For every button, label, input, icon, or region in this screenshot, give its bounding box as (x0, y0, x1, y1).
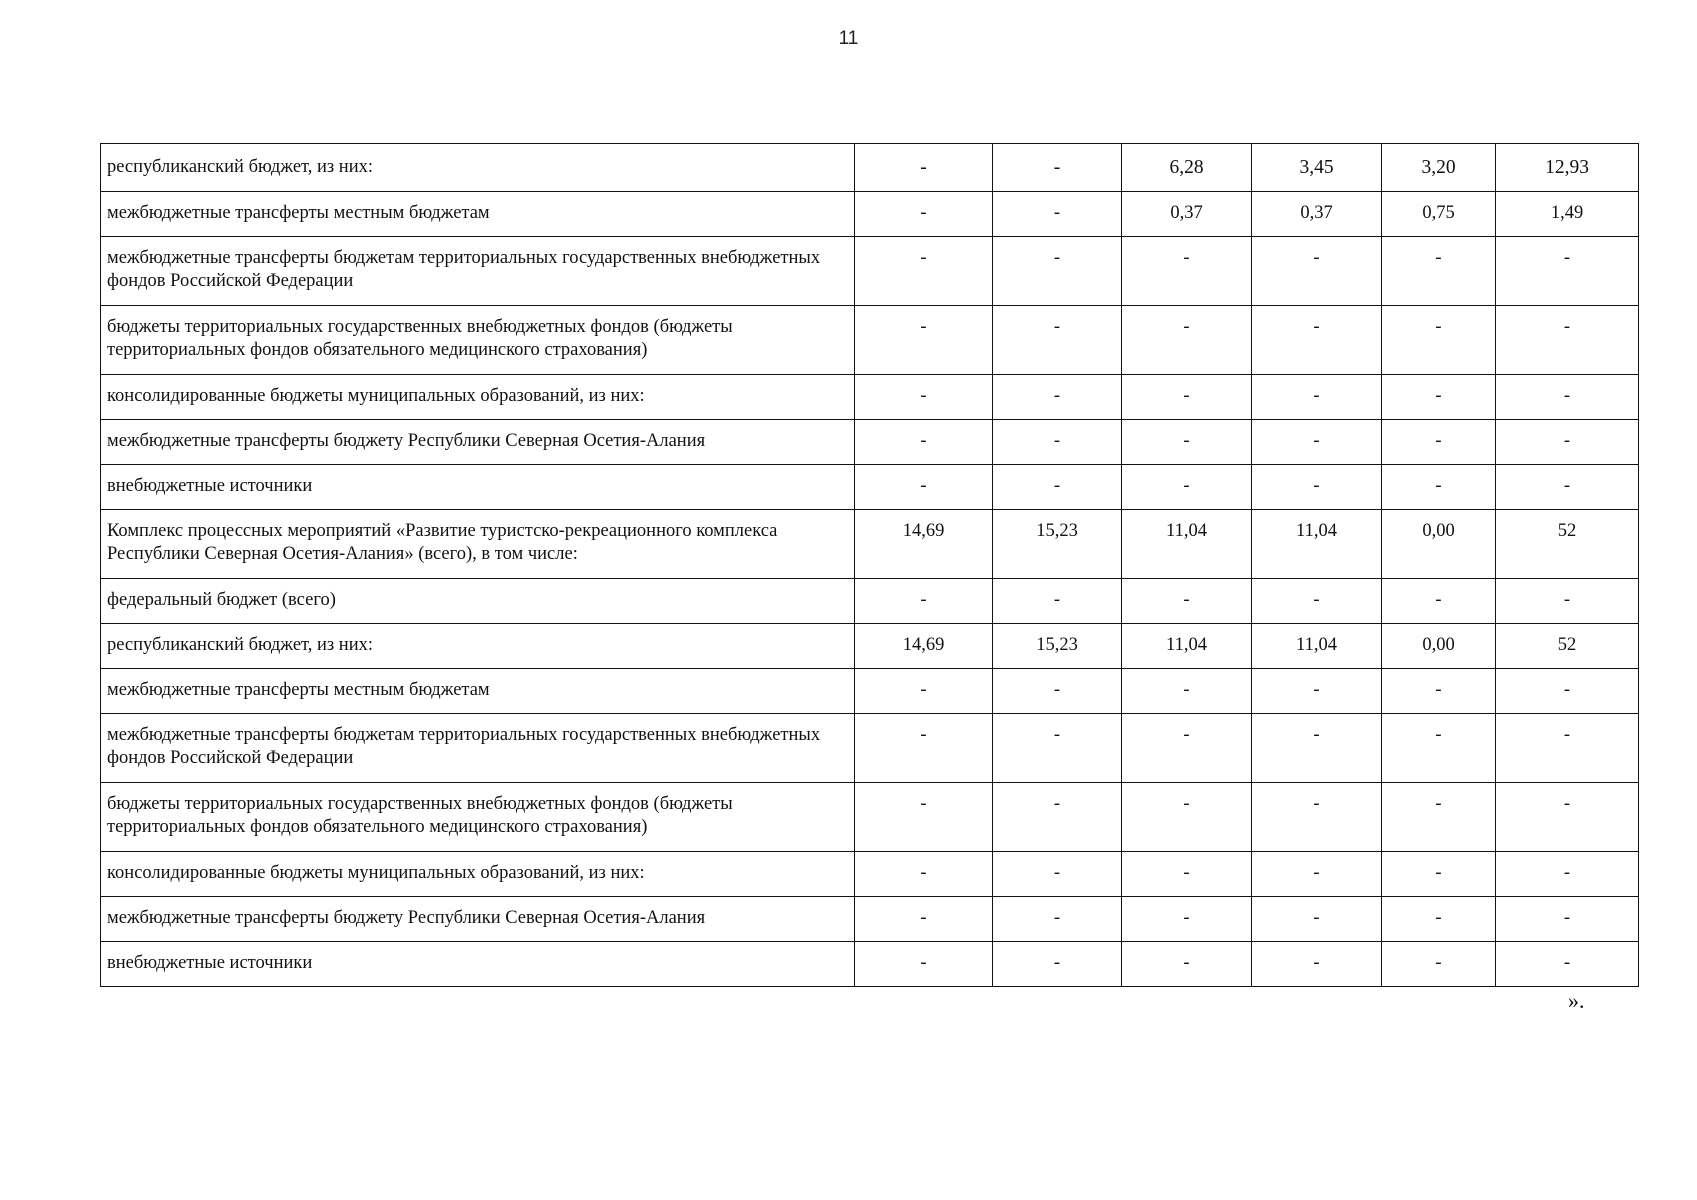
cell-value: - (855, 420, 993, 465)
row-label: межбюджетные трансферты бюджетам территориальных государственных внебюджетных фондов Российской Федерации (101, 714, 855, 783)
cell-value: - (1496, 783, 1639, 852)
cell-value: - (1252, 714, 1382, 783)
cell-value: 0,75 (1382, 192, 1496, 237)
cell-value: - (855, 375, 993, 420)
cell-value: - (1496, 420, 1639, 465)
cell-value: - (1496, 579, 1639, 624)
cell-value: - (993, 669, 1122, 714)
row-label: федеральный бюджет (всего) (101, 579, 855, 624)
cell-value: 12,93 (1496, 144, 1639, 192)
cell-value: - (1496, 897, 1639, 942)
cell-value: 11,04 (1122, 624, 1252, 669)
cell-value: - (1122, 942, 1252, 987)
cell-value: - (993, 897, 1122, 942)
cell-value: - (993, 783, 1122, 852)
cell-value: - (1496, 237, 1639, 306)
cell-value: - (855, 783, 993, 852)
cell-value: - (855, 144, 993, 192)
cell-value: - (993, 579, 1122, 624)
cell-value: 0,37 (1122, 192, 1252, 237)
cell-value: 11,04 (1252, 624, 1382, 669)
cell-value: 15,23 (993, 624, 1122, 669)
cell-value: - (1382, 714, 1496, 783)
cell-value: - (1122, 420, 1252, 465)
cell-value: - (1382, 420, 1496, 465)
cell-value: - (993, 852, 1122, 897)
table-row (101, 306, 1639, 375)
page-number: 11 (838, 28, 859, 49)
cell-value: - (1252, 897, 1382, 942)
cell-value: - (1382, 669, 1496, 714)
table-row (101, 897, 1639, 942)
cell-value: - (1252, 942, 1382, 987)
cell-value: - (1382, 942, 1496, 987)
cell-value: - (1382, 375, 1496, 420)
cell-value: - (855, 714, 993, 783)
cell-value: - (855, 942, 993, 987)
cell-value: 0,37 (1252, 192, 1382, 237)
cell-value: - (855, 465, 993, 510)
row-label: консолидированные бюджеты муниципальных образований, из них: (101, 375, 855, 420)
cell-value: - (1496, 669, 1639, 714)
table-row (101, 375, 1639, 420)
row-label: внебюджетные источники (101, 465, 855, 510)
cell-value: - (855, 897, 993, 942)
cell-value: 52 (1496, 510, 1639, 579)
table-body (101, 144, 1639, 987)
cell-value: - (1252, 852, 1382, 897)
table-row (101, 624, 1639, 669)
cell-value: - (993, 465, 1122, 510)
cell-value: - (1252, 669, 1382, 714)
cell-value: - (993, 306, 1122, 375)
cell-value: - (1122, 783, 1252, 852)
cell-value: - (1252, 465, 1382, 510)
cell-value: - (1252, 237, 1382, 306)
row-label: республиканский бюджет, из них: (101, 624, 855, 669)
cell-value: - (855, 192, 993, 237)
cell-value: - (993, 192, 1122, 237)
cell-value: - (1382, 783, 1496, 852)
row-label: межбюджетные трансферты местным бюджетам (101, 192, 855, 237)
table-row (101, 714, 1639, 783)
row-label: межбюджетные трансферты бюджетам территориальных государственных внебюджетных фондов Российской Федерации (101, 237, 855, 306)
row-label: бюджеты территориальных государственных внебюджетных фондов (бюджеты территориальных фондов обязательного медицинского страхования) (101, 783, 855, 852)
table-row (101, 144, 1639, 192)
cell-value: 15,23 (993, 510, 1122, 579)
cell-value: - (993, 714, 1122, 783)
cell-value: - (1252, 375, 1382, 420)
cell-value: - (1122, 852, 1252, 897)
row-label: Комплекс процессных мероприятий «Развитие туристско-рекреационного комплекса Республики Северная Осетия-Алания» (всего), в том числе: (101, 510, 855, 579)
cell-value: - (1252, 420, 1382, 465)
cell-value: - (1382, 852, 1496, 897)
cell-value: - (993, 375, 1122, 420)
cell-value: 11,04 (1122, 510, 1252, 579)
cell-value: 14,69 (855, 624, 993, 669)
cell-value: - (1382, 237, 1496, 306)
cell-value: - (1496, 942, 1639, 987)
table-row (101, 465, 1639, 510)
cell-value: - (855, 669, 993, 714)
cell-value: - (1382, 465, 1496, 510)
table-row (101, 237, 1639, 306)
cell-value: 3,20 (1382, 144, 1496, 192)
row-label: республиканский бюджет, из них: (101, 144, 855, 192)
budget-table (100, 143, 1639, 987)
table-row (101, 942, 1639, 987)
table-row (101, 783, 1639, 852)
table-row (101, 579, 1639, 624)
cell-value: - (855, 852, 993, 897)
cell-value: - (1496, 852, 1639, 897)
cell-value: - (1252, 783, 1382, 852)
row-label: межбюджетные трансферты местным бюджетам (101, 669, 855, 714)
cell-value: 14,69 (855, 510, 993, 579)
cell-value: 11,04 (1252, 510, 1382, 579)
row-label: внебюджетные источники (101, 942, 855, 987)
cell-value: - (1252, 306, 1382, 375)
cell-value: - (1496, 375, 1639, 420)
cell-value: 6,28 (1122, 144, 1252, 192)
cell-value: - (1496, 714, 1639, 783)
cell-value: 0,00 (1382, 510, 1496, 579)
cell-value: - (855, 306, 993, 375)
cell-value: - (855, 579, 993, 624)
cell-value: - (993, 144, 1122, 192)
cell-value: - (1122, 375, 1252, 420)
cell-value: - (993, 420, 1122, 465)
cell-value: - (1122, 465, 1252, 510)
cell-value: - (1496, 306, 1639, 375)
cell-value: - (1122, 237, 1252, 306)
cell-value: - (1122, 897, 1252, 942)
row-label: межбюджетные трансферты бюджету Республики Северная Осетия-Алания (101, 897, 855, 942)
cell-value: - (1122, 306, 1252, 375)
table-row (101, 852, 1639, 897)
cell-value: 1,49 (1496, 192, 1639, 237)
cell-value: 0,00 (1382, 624, 1496, 669)
cell-value: - (1496, 465, 1639, 510)
cell-value: - (993, 237, 1122, 306)
cell-value: - (855, 237, 993, 306)
cell-value: 3,45 (1252, 144, 1382, 192)
row-label: консолидированные бюджеты муниципальных образований, из них: (101, 852, 855, 897)
cell-value: - (1122, 579, 1252, 624)
cell-value: - (1252, 579, 1382, 624)
cell-value: 52 (1496, 624, 1639, 669)
table-row (101, 420, 1639, 465)
cell-value: - (1382, 897, 1496, 942)
cell-value: - (1382, 306, 1496, 375)
table-row (101, 510, 1639, 579)
row-label: межбюджетные трансферты бюджету Республики Северная Осетия-Алания (101, 420, 855, 465)
cell-value: - (1122, 669, 1252, 714)
row-label: бюджеты территориальных государственных внебюджетных фондов (бюджеты территориальных фондов обязательного медицинского страхования) (101, 306, 855, 375)
table-row (101, 669, 1639, 714)
cell-value: - (1382, 579, 1496, 624)
closing-quote-mark: ». (1568, 988, 1585, 1013)
table-row (101, 192, 1639, 237)
cell-value: - (1122, 714, 1252, 783)
cell-value: - (993, 942, 1122, 987)
